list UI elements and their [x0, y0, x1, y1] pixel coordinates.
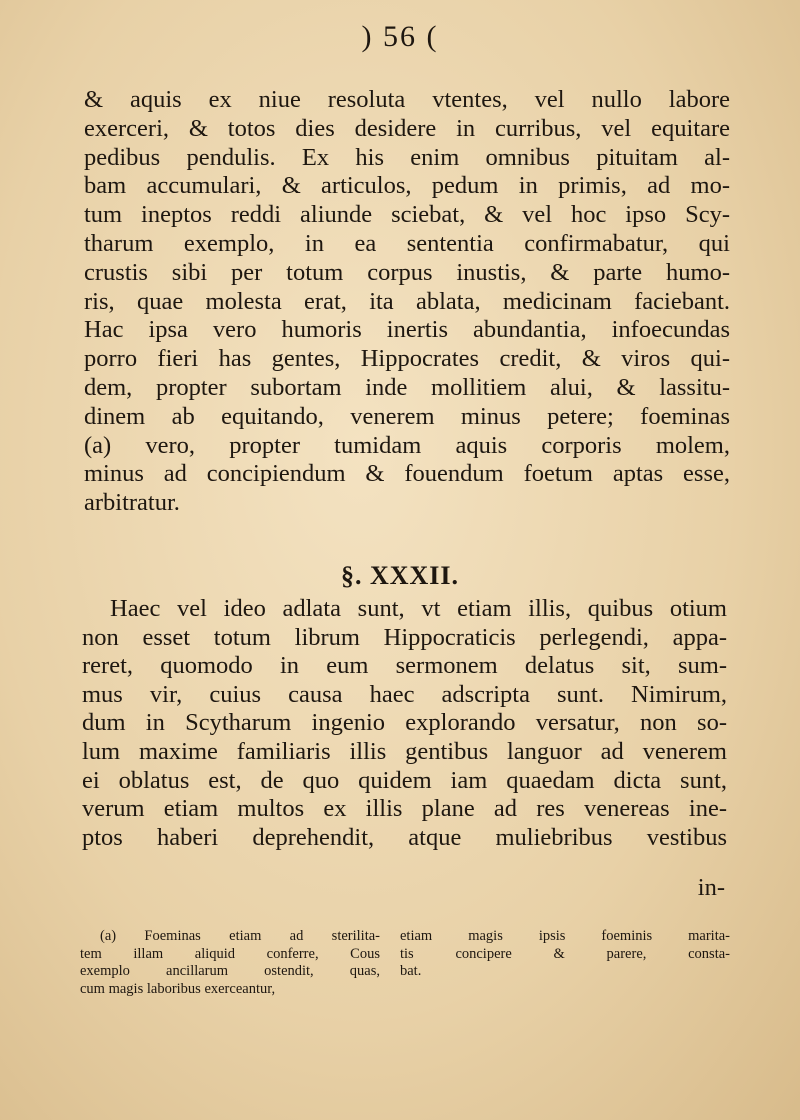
text-line: tum ineptos reddi aliunde sciebat, & vel hoc ipso Scy- [84, 201, 730, 229]
text-line: bam accumulari, & articulos, pedum in primis, ad mo- [84, 172, 730, 200]
text-line: ei oblatus est, de quo quidem iam quaedam dicta sunt, [82, 766, 727, 794]
text-line: exerceri, & totos dies desidere in curribus, vel equitare [84, 114, 730, 142]
footnote-line: (a) Foeminas etiam ad sterilita- [100, 928, 380, 944]
text-line: Haec vel ideo adlata sunt, vt etiam illis, quibus otium [110, 595, 727, 622]
text-line: verum etiam multos ex illis plane ad res venereas ine- [82, 795, 727, 823]
footnote-line: exemplo ancillarum ostendit, quas, [80, 963, 380, 979]
text-line: reret, quomodo in eum sermonem delatus sit, sum- [82, 652, 727, 680]
page-number: ) 56 ( [361, 20, 439, 53]
footnote-right-column [400, 928, 730, 998]
text-line: crustis sibi per totum corpus inustis, & parte humo- [84, 258, 730, 286]
text-line: (a) vero, propter tumidam aquis corporis molem, [84, 431, 730, 459]
footnote-line: tis concipere & parere, consta- [400, 945, 730, 962]
catchword: in- [697, 874, 725, 901]
footnote-line: bat. [400, 963, 422, 979]
text-line: pedibus pendulis. Ex his enim omnibus pituitam al- [84, 143, 730, 171]
text-line: ptos haberi deprehendit, atque muliebribus vestibus [82, 823, 727, 851]
text-line: non esset totum librum Hippocraticis perlegendi, appa- [82, 623, 727, 651]
footnote-line: cum magis laboribus exerceantur, [80, 980, 276, 997]
paragraph-2 [82, 595, 727, 852]
footnote-line: etiam magis ipsis foeminis marita- [400, 928, 730, 944]
text-line: lum maxime familiaris illis gentibus languor ad venerem [82, 737, 727, 765]
paragraph-1 [84, 86, 730, 518]
footnote-left-column [80, 928, 380, 998]
text-line: minus ad concipiendum & fouendum foetum aptas esse, [84, 460, 730, 488]
text-line: Hac ipsa vero humoris inertis abundantia, infoecundas [84, 316, 730, 344]
text-line: dinem ab equitando, venerem minus petere; foeminas [84, 402, 730, 430]
footnote-line: tem illam aliquid conferre, Cous [80, 945, 380, 962]
text-line: ris, quae molesta erat, ita ablata, medicinam faciebant. [84, 287, 730, 315]
footnote [80, 928, 730, 998]
text-line: tharum exemplo, in ea sententia confirmabatur, qui [84, 229, 730, 257]
text-line: porro fieri has gentes, Hippocrates credit, & viros qui- [84, 345, 730, 373]
text-line: & aquis ex niue resoluta vtentes, vel nullo labore [84, 86, 730, 113]
section-heading: §. XXXII. [340, 561, 460, 590]
text-line: arbitratur. [84, 489, 180, 517]
text-line: mus vir, cuius causa haec adscripta sunt. Nimirum, [82, 680, 727, 708]
text-line: dem, propter subortam inde mollitiem alui, & lassitu- [84, 373, 730, 401]
text-line: dum in Scytharum ingenio explorando versatur, non so- [82, 709, 727, 737]
